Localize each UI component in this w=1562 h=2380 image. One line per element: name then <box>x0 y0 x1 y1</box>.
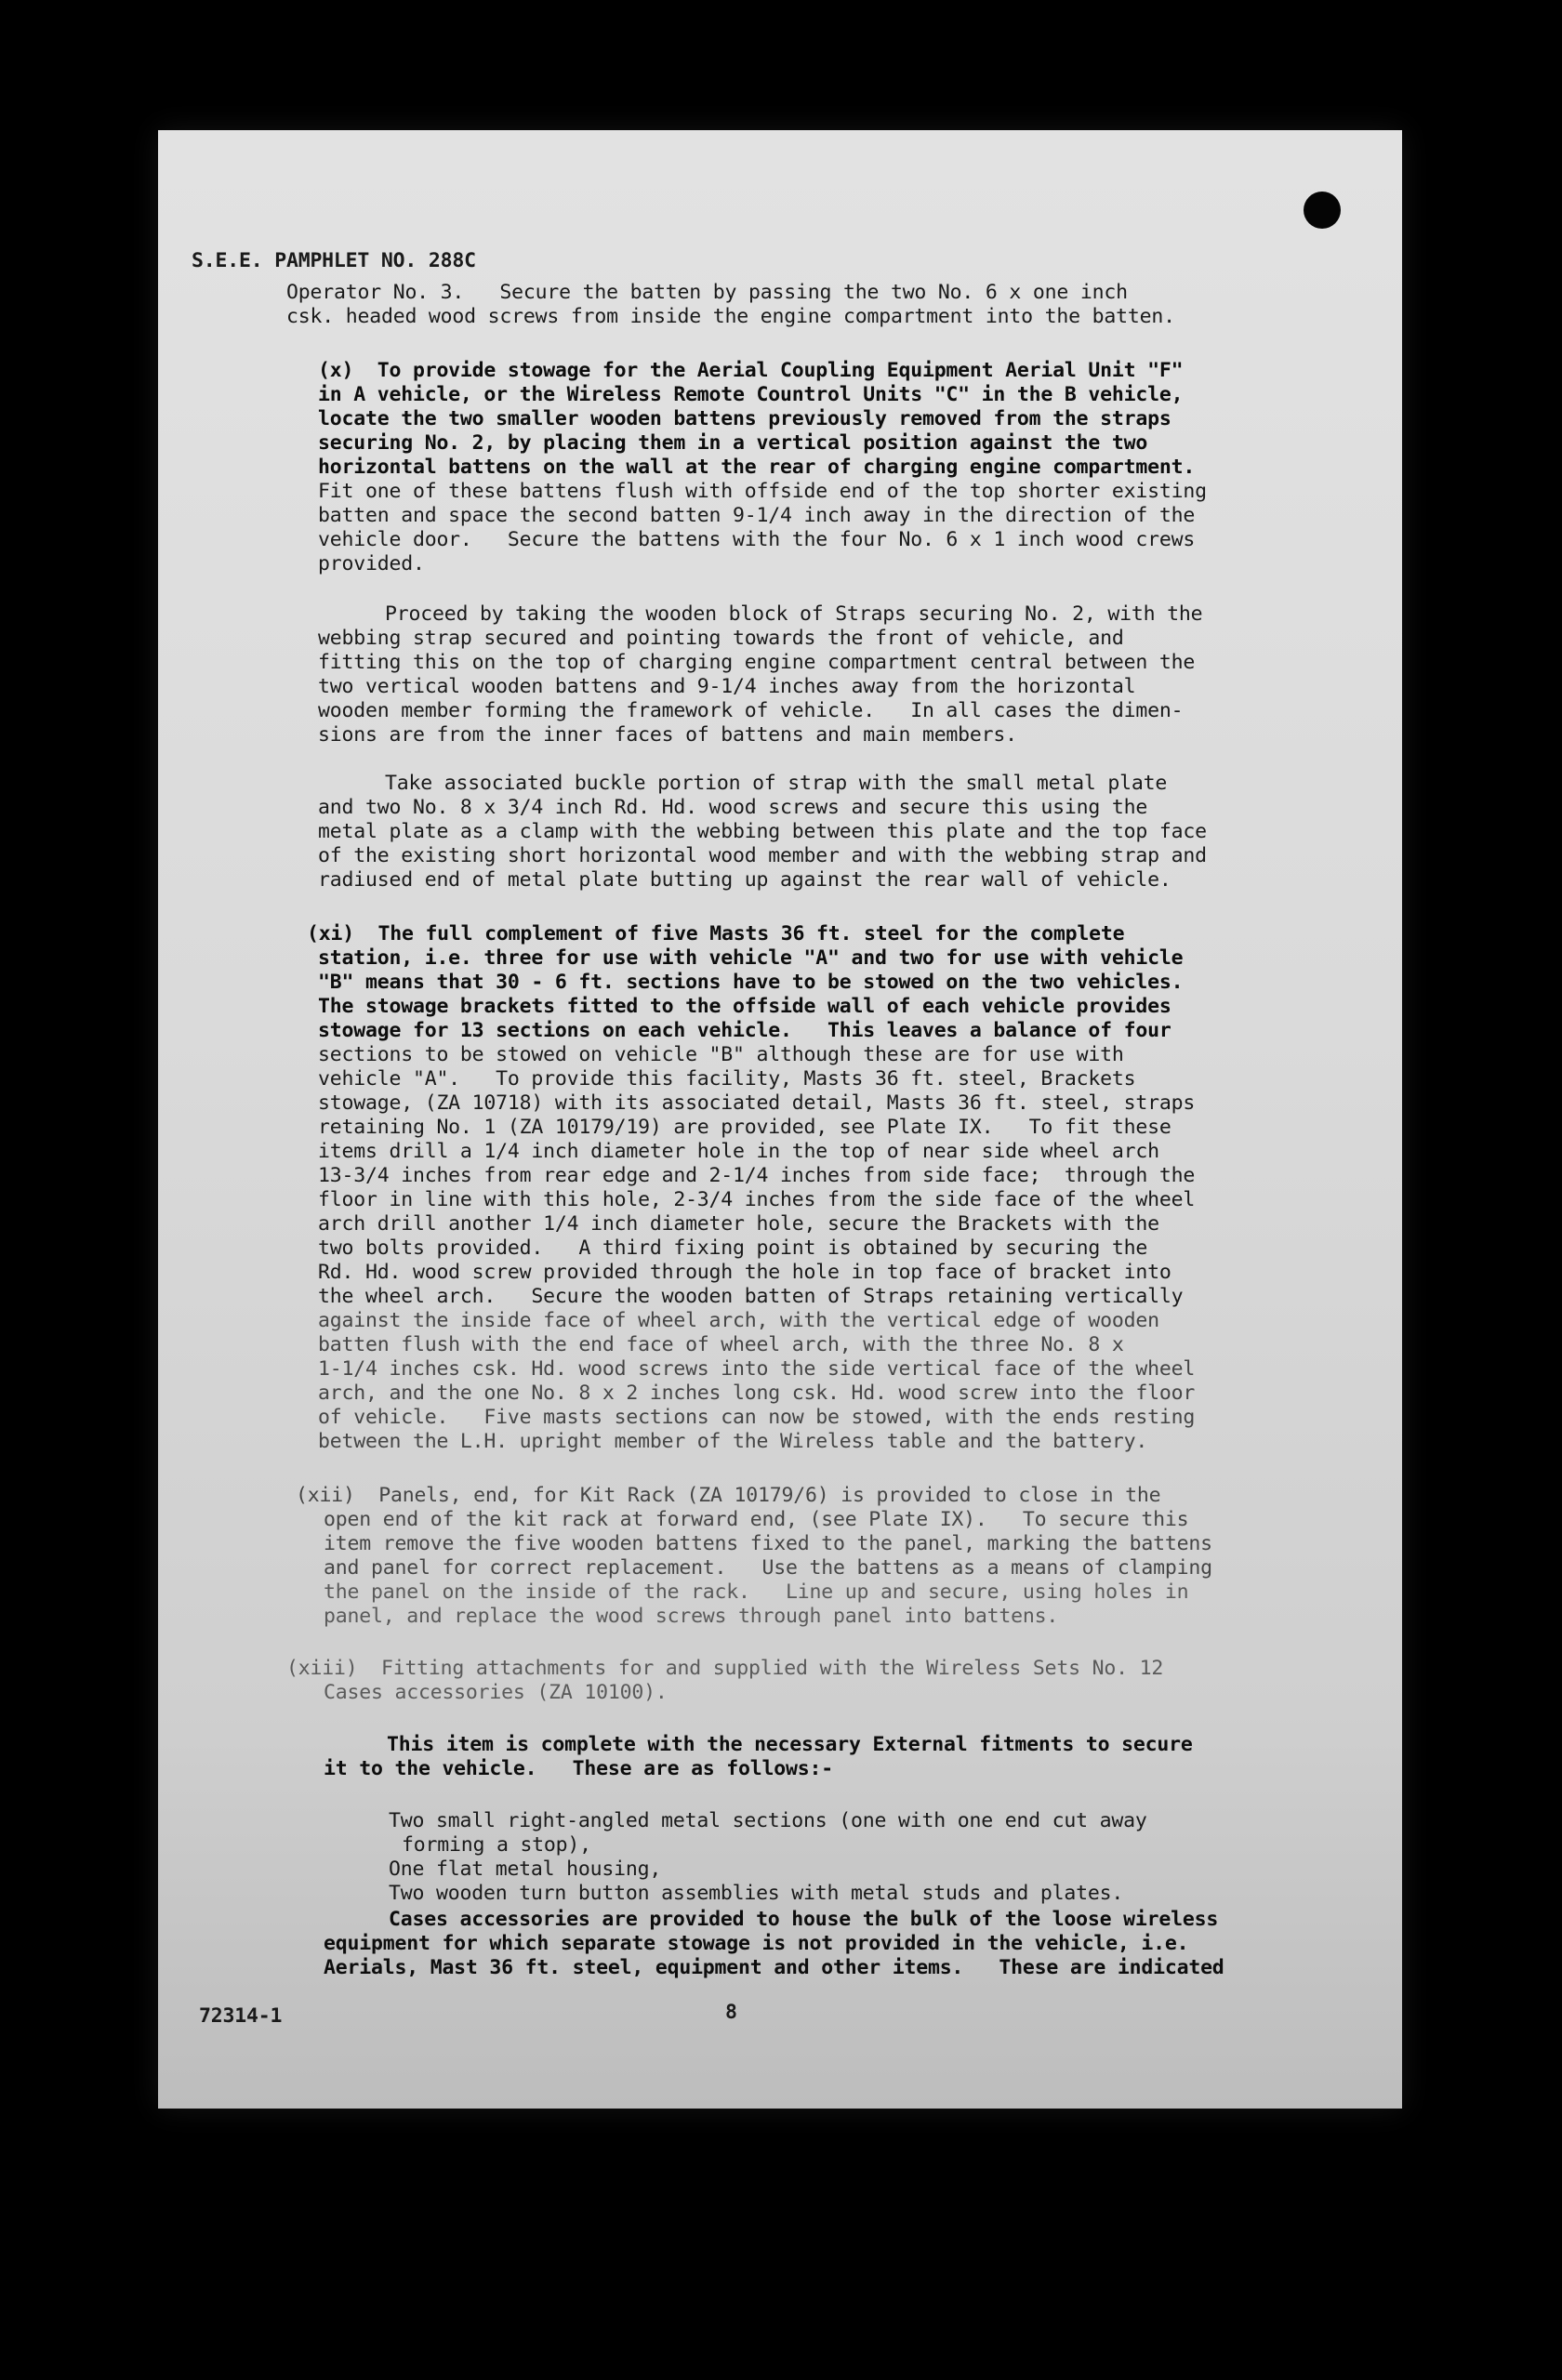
text-line: forming a stop), <box>402 1833 591 1857</box>
text-line: in A vehicle, or the Wireless Remote Countrol Units "C" in the B vehicle, <box>318 383 1184 406</box>
text-line: Cases accessories are provided to house the bulk of the loose wireless <box>389 1908 1219 1931</box>
text-line: vehicle door. Secure the battens with the four No. 6 x 1 inch wood crews <box>318 528 1196 551</box>
text-line: This item is complete with the necessary External fitments to secure <box>387 1733 1193 1756</box>
text-line: batten flush with the end face of wheel arch, with the three No. 8 x <box>318 1333 1124 1356</box>
text-line: csk. headed wood screws from inside the engine compartment into the batten. <box>286 305 1175 328</box>
text-line: item remove the five wooden battens fixed to the panel, marking the battens <box>324 1532 1212 1555</box>
text-line: Aerials, Mast 36 ft. steel, equipment and other items. These are indicated <box>324 1956 1224 1979</box>
text-line: and panel for correct replacement. Use the battens as a means of clamping <box>324 1556 1212 1580</box>
pamphlet-header: S.E.E. PAMPHLET NO. 288C <box>192 249 476 272</box>
text-line: Two small right-angled metal sections (one with one end cut away <box>389 1809 1147 1832</box>
text-line: arch, and the one No. 8 x 2 inches long csk. Hd. wood screw into the floor <box>318 1382 1196 1405</box>
text-line: (xii) Panels, end, for Kit Rack (ZA 10179/6) is provided to close in the <box>296 1484 1161 1507</box>
text-line: the panel on the inside of the rack. Line up and secure, using holes in <box>324 1580 1189 1604</box>
text-line: Proceed by taking the wooden block of Straps securing No. 2, with the <box>385 602 1203 626</box>
text-line: 13-3/4 inches from rear edge and 2-1/4 inches from side face; through the <box>318 1164 1196 1187</box>
text-line: securing No. 2, by placing them in a vertical position against the two <box>318 431 1148 455</box>
text-line: items drill a 1/4 inch diameter hole in the top of near side wheel arch <box>318 1140 1159 1163</box>
text-line: 1-1/4 inches csk. Hd. wood screws into the side vertical face of the wheel <box>318 1357 1196 1381</box>
text-line: (xiii) Fitting attachments for and supplied with the Wireless Sets No. 12 <box>286 1657 1164 1680</box>
text-line: metal plate as a clamp with the webbing between this plate and the top face <box>318 820 1207 843</box>
text-line: horizontal battens on the wall at the rear of charging engine compartment. <box>318 456 1196 479</box>
text-line: retaining No. 1 (ZA 10179/19) are provided, see Plate IX. To fit these <box>318 1116 1172 1139</box>
text-line: locate the two smaller wooden battens previously removed from the straps <box>318 407 1172 430</box>
text-line: radiused end of metal plate butting up against the rear wall of vehicle. <box>318 868 1172 892</box>
text-line: vehicle "A". To provide this facility, Masts 36 ft. steel, Brackets <box>318 1067 1136 1091</box>
text-line: provided. <box>318 552 425 575</box>
text-line: The stowage brackets fitted to the offside wall of each vehicle provides <box>318 995 1172 1018</box>
text-line: open end of the kit rack at forward end, (see Plate IX). To secure this <box>324 1508 1189 1531</box>
text-line: Cases accessories (ZA 10100). <box>324 1681 668 1704</box>
text-line: Fit one of these battens flush with offside end of the top shorter existing <box>318 480 1207 503</box>
text-line: (x) To provide stowage for the Aerial Coupling Equipment Aerial Unit "F" <box>318 359 1184 382</box>
text-line: sections to be stowed on vehicle "B" although these are for use with <box>318 1043 1124 1066</box>
document-text <box>158 130 1402 2109</box>
text-line: of vehicle. Five masts sections can now be stowed, with the ends resting <box>318 1406 1196 1429</box>
text-line: floor in line with this hole, 2-3/4 inches from the side face of the wheel <box>318 1188 1196 1211</box>
text-line: station, i.e. three for use with vehicle "A" and two for use with vehicle <box>318 946 1184 970</box>
text-line: (xi) The full complement of five Masts 36 ft. steel for the complete <box>307 922 1125 945</box>
text-line: batten and space the second batten 9-1/4 inch away in the direction of the <box>318 504 1196 527</box>
text-line: arch drill another 1/4 inch diameter hole, secure the Brackets with the <box>318 1212 1159 1236</box>
text-line: between the L.H. upright member of the Wireless table and the battery. <box>318 1430 1148 1453</box>
text-line: webbing strap secured and pointing towards the front of vehicle, and <box>318 627 1124 650</box>
text-line: equipment for which separate stowage is not provided in the vehicle, i.e. <box>324 1932 1189 1955</box>
text-line: stowage for 13 sections on each vehicle. This leaves a balance of four <box>318 1019 1172 1042</box>
text-line: of the existing short horizontal wood member and with the webbing strap and <box>318 844 1207 867</box>
text-line: "B" means that 30 - 6 ft. sections have to be stowed on the two vehicles. <box>318 971 1184 994</box>
page-number: 8 <box>725 2001 737 2024</box>
text-line: sions are from the inner faces of battens and main members. <box>318 723 1017 747</box>
text-line: the wheel arch. Secure the wooden batten of Straps retaining vertically <box>318 1285 1184 1308</box>
text-line: two bolts provided. A third fixing point is obtained by securing the <box>318 1236 1148 1260</box>
text-line: two vertical wooden battens and 9-1/4 inches away from the horizontal <box>318 675 1136 698</box>
text-line: Rd. Hd. wood screw provided through the hole in top face of bracket into <box>318 1261 1172 1284</box>
text-line: Operator No. 3. Secure the batten by passing the two No. 6 x one inch <box>286 281 1128 304</box>
document-page <box>158 130 1402 2109</box>
text-line: fitting this on the top of charging engine compartment central between the <box>318 651 1196 674</box>
text-line: against the inside face of wheel arch, with the vertical edge of wooden <box>318 1309 1159 1332</box>
text-line: One flat metal housing, <box>389 1858 662 1881</box>
text-line: stowage, (ZA 10718) with its associated detail, Masts 36 ft. steel, straps <box>318 1091 1196 1115</box>
text-line: and two No. 8 x 3/4 inch Rd. Hd. wood screws and secure this using the <box>318 796 1148 819</box>
text-line: wooden member forming the framework of vehicle. In all cases the dimen- <box>318 699 1184 722</box>
text-line: Two wooden turn button assemblies with metal studs and plates. <box>389 1882 1124 1905</box>
text-line: it to the vehicle. These are as follows:- <box>324 1757 833 1780</box>
text-line: panel, and replace the wood screws through panel into battens. <box>324 1605 1059 1628</box>
footer-code: 72314-1 <box>199 2004 283 2028</box>
text-line: Take associated buckle portion of strap with the small metal plate <box>385 772 1168 795</box>
